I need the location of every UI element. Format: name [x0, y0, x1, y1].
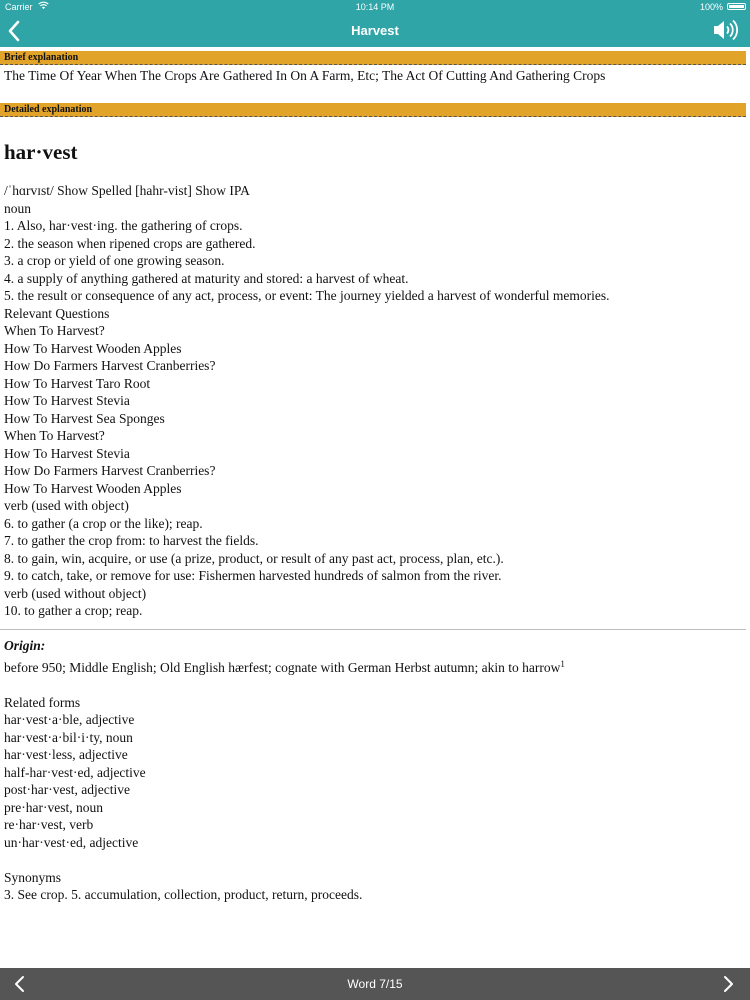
- definition-line: 9. to catch, take, or remove for use: Fishermen harvested hundreds of salmon from the river.: [4, 568, 502, 583]
- synonyms-title: Synonyms: [4, 869, 62, 885]
- question-item: How To Harvest Wooden Apples: [4, 480, 182, 496]
- part-of-speech: verb (used with object): [4, 498, 129, 513]
- question-item: How To Harvest Taro Root: [4, 375, 151, 391]
- bottom-bar: [0, 968, 750, 1000]
- origin-section: [4, 637, 746, 904]
- word-counter: Word 7/15: [347, 977, 403, 991]
- related-form-item: post·har·vest, adjective: [4, 782, 130, 797]
- definition-line: 3. a crop or yield of one growing season.: [4, 253, 225, 268]
- related-form-item: pre·har·vest, noun: [4, 799, 103, 815]
- related-form-item: un·har·vest·ed, adjective: [4, 834, 139, 850]
- definition-line: 4. a supply of anything gathered at maturity and stored: a harvest of wheat.: [4, 270, 409, 286]
- definition-line: 6. to gather (a crop or the like); reap.: [4, 515, 203, 531]
- question-item: When To Harvest?: [4, 323, 105, 338]
- definition-line: 7. to gather the crop from: to harvest the fields.: [4, 533, 259, 548]
- part-of-speech: noun: [4, 200, 31, 216]
- definition-line: 10. to gather a crop; reap.: [4, 603, 143, 618]
- related-form-item: re·har·vest, verb: [4, 817, 94, 832]
- brief-explanation-text: The Time Of Year When The Crops Are Gathered In On A Farm, Etc; The Act Of Cutting And Gathering Crops: [4, 68, 606, 83]
- brief-explanation-header: Brief explanation: [0, 51, 746, 65]
- related-form-item: har·vest·a·ble, adjective: [4, 712, 135, 727]
- origin-text: before 950; Middle English; Old English hærfest; cognate with German Herbst autumn; akin to harrow: [4, 659, 561, 675]
- next-word-chevron-icon[interactable]: [718, 974, 738, 994]
- battery-icon: [727, 3, 746, 10]
- related-form-item: half-har·vest·ed, adjective: [4, 764, 146, 780]
- question-item: How To Harvest Wooden Apples: [4, 340, 182, 356]
- detailed-content: [4, 138, 746, 620]
- nav-bar: [0, 14, 750, 47]
- synonyms-text: 3. See crop. 5. accumulation, collection, product, return, proceeds.: [4, 887, 363, 902]
- speaker-icon[interactable]: [712, 19, 738, 41]
- part-of-speech: verb (used without object): [4, 585, 147, 601]
- definition-line: 1. Also, har·vest·ing. the gathering of crops.: [4, 218, 243, 233]
- question-item: How To Harvest Stevia: [4, 393, 130, 408]
- definition-line: 2. the season when ripened crops are gathered.: [4, 235, 256, 251]
- definition-line: 8. to gain, win, acquire, or use (a prize, product, or result of any past act, process, plan, etc.).: [4, 550, 504, 566]
- question-item: How To Harvest Sea Sponges: [4, 410, 165, 426]
- status-time: 10:14 PM: [355, 2, 395, 12]
- relevant-questions-title: Relevant Questions: [4, 305, 110, 321]
- divider: [0, 629, 746, 630]
- origin-superscript: 1: [560, 658, 565, 669]
- headword: har·vest: [4, 140, 78, 164]
- definition-line: 5. the result or consequence of any act, process, or event: The journey yielded a harvest of wonderful memories.: [4, 288, 610, 303]
- origin-text-line: [4, 659, 746, 677]
- battery-percent: 100%: [699, 2, 723, 12]
- related-forms-title: Related forms: [4, 694, 81, 710]
- carrier-label: Carrier: [5, 2, 33, 12]
- related-form-item: har·vest·less, adjective: [4, 747, 128, 762]
- definition-list: [4, 182, 746, 620]
- page-title: Harvest: [351, 23, 399, 38]
- question-item: When To Harvest?: [4, 428, 105, 443]
- question-item: How To Harvest Stevia: [4, 445, 130, 461]
- origin-label: Origin:: [4, 638, 46, 653]
- top-bar: [0, 0, 750, 47]
- question-item: How Do Farmers Harvest Cranberries?: [4, 358, 216, 373]
- detailed-explanation-header: Detailed explanation: [0, 103, 746, 117]
- status-bar: [0, 0, 750, 14]
- related-form-item: har·vest·a·bil·i·ty, noun: [4, 729, 133, 745]
- pronunciation: /ˈhɑrvɪst/ Show Spelled [hahr-vist] Show IPA: [4, 183, 250, 198]
- question-item: How Do Farmers Harvest Cranberries?: [4, 463, 216, 478]
